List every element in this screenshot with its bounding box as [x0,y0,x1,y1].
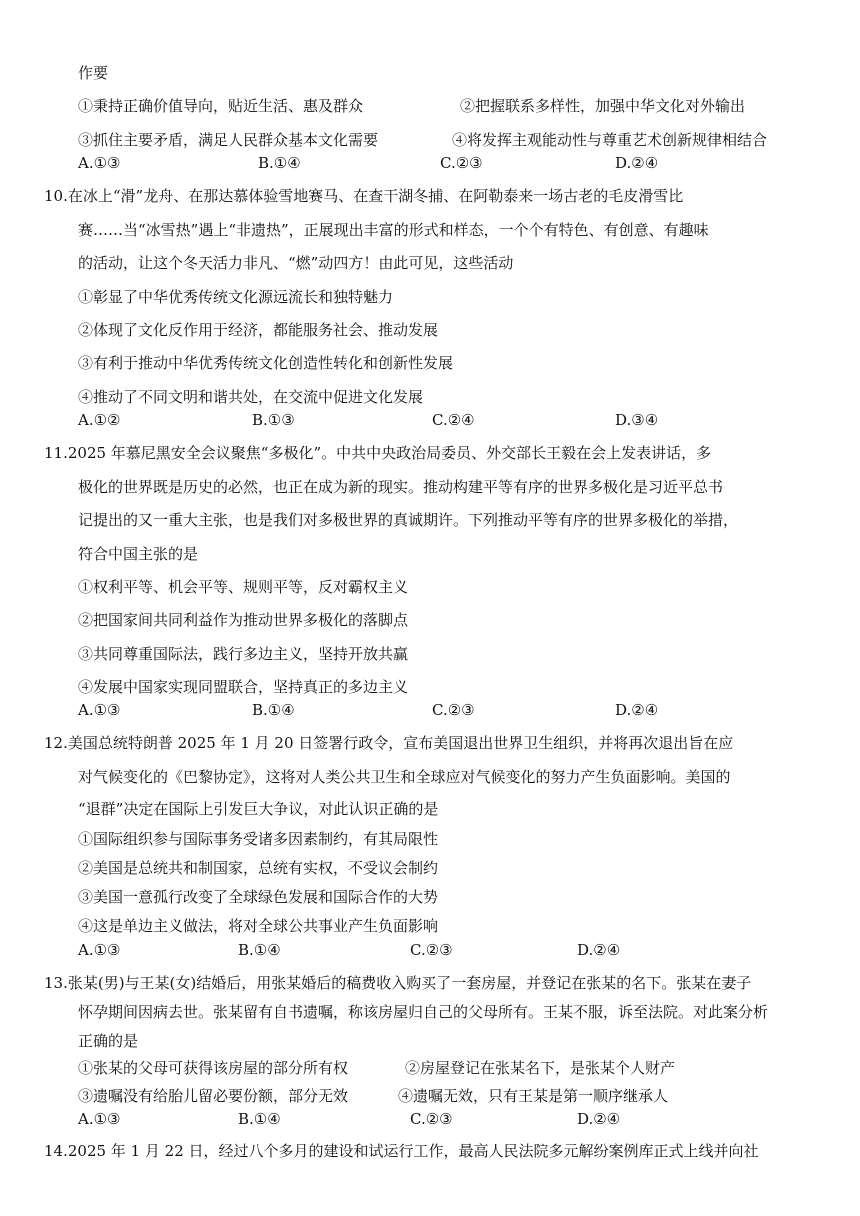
option-d: D.②④ [615,701,659,719]
choice-item-3: ③共同尊重国际法，践行多边主义，坚持开放共赢 [78,645,409,663]
choice-item-2: ②把握联系多样性，加强中华文化对外输出 [460,97,746,115]
choice-item-3: ③抓住主要矛盾，满足人民群众基本文化需要 [78,131,379,149]
option-b: B.①④ [238,1110,281,1128]
option-b: B.①④ [258,154,301,172]
question-stem-line: “退群”决定在国际上引发巨大争议，对此认识正确的是 [78,800,439,818]
question-stem-line: 记提出的又一重大主张，也是我们对多极世界的真诚期许。下列推动平等有序的世界多极化的举措， [78,511,739,529]
choice-item-2: ②把国家间共同利益作为推动世界多极化的落脚点 [78,611,409,629]
question-stem-line: 10.在冰上“滑”龙舟、在那达慕体验雪地赛马、在查干湖冬捕、在阿勒泰来一场古老的毛皮滑雪比 [44,187,684,205]
choice-item-3: ③遗嘱没有给胎儿留必要份额，部分无效 [78,1087,349,1105]
question-stem-line: 极化的世界既是历史的必然，也正在成为新的现实。推动构建平等有序的世界多极化是习近平总书 [78,478,724,496]
question-stem-line: 怀孕期间因病去世。张某留有自书遗嘱，称该房屋归自己的父母所有。王某不服，诉至法院。对此案分析 [78,1003,769,1021]
question-stem-line: 12.美国总统特朗普 2025 年 1 月 20 日签署行政令，宣布美国退出世界卫生组织，并将再次退出旨在应 [44,734,734,752]
question-stem-line: 11.2025 年慕尼黑安全会议聚焦“多极化”。中共中央政治局委员、外交部长王毅在会上发表讲话，多 [44,444,712,462]
question-stem-line: 赛……当“冰雪热”遇上“非遗热”，正展现出丰富的形式和样态，一个个有特色、有创意、有趣味 [78,221,709,239]
question-stem-line: 的活动，让这个冬天活力非凡、“燃”动四方！由此可见，这些活动 [78,254,514,272]
option-b: B.①④ [252,701,295,719]
choice-item-3: ③有利于推动中华优秀传统文化创造性转化和创新性发展 [78,354,454,372]
choice-item-4: ④推动了不同文明和谐共处，在交流中促进文化发展 [78,388,424,406]
choice-item-4: ④遗嘱无效，只有王某是第一顺序继承人 [398,1087,669,1105]
option-d: D.②④ [577,1110,621,1128]
option-b: B.①③ [252,411,295,429]
option-c: C.②③ [432,701,475,719]
question-stem-line: 对气候变化的《巴黎协定》，这将对人类公共卫生和全球应对气候变化的努力产生负面影响。美国的 [78,768,731,786]
choice-item-3: ③美国一意孤行改变了全球绿色发展和国际合作的大势 [78,888,439,906]
question-stem-tail: 作要 [78,64,109,82]
option-a: A.①② [78,411,121,429]
question-stem-line: 符合中国主张的是 [78,545,199,563]
choice-item-1: ①权利平等、机会平等、规则平等，反对霸权主义 [78,578,409,596]
option-a: A.①③ [78,941,121,959]
option-c: C.②④ [432,411,475,429]
choice-item-4: ④这是单边主义做法，将对全球公共事业产生负面影响 [78,917,439,935]
choice-item-1: ①秉持正确价值导向，贴近生活、惠及群众 [78,97,364,115]
option-b: B.①④ [238,941,281,959]
option-d: D.②④ [615,154,659,172]
option-c: C.②③ [440,154,483,172]
choice-item-1: ①国际组织参与国际事务受诸多因素制约，有其局限性 [78,830,439,848]
option-a: A.①③ [78,701,121,719]
option-d: D.②④ [577,941,621,959]
option-a: A.①③ [78,1110,121,1128]
question-stem-line: 13.张某(男)与王某(女)结婚后，用张某婚后的稿费收入购买了一套房屋，并登记在张某的名下。张某在妻子 [44,974,752,992]
choice-item-2: ②美国是总统共和制国家，总统有实权，不受议会制约 [78,859,439,877]
choice-item-4: ④将发挥主观能动性与尊重艺术创新规律相结合 [452,131,768,149]
choice-item-4: ④发展中国家实现同盟联合，坚持真正的多边主义 [78,678,409,696]
option-a: A.①③ [78,154,121,172]
choice-item-1: ①张某的父母可获得该房屋的部分所有权 [78,1059,349,1077]
option-c: C.②③ [410,1110,453,1128]
choice-item-1: ①彰显了中华优秀传统文化源远流长和独特魅力 [78,288,394,306]
option-d: D.③④ [615,411,659,429]
question-stem-line: 正确的是 [78,1032,139,1050]
choice-item-2: ②体现了文化反作用于经济，都能服务社会、推动发展 [78,321,439,339]
question-stem-line: 14.2025 年 1 月 22 日，经过八个多月的建设和试运行工作，最高人民法院多元解纷案例库正式上线并向社 [44,1142,759,1160]
choice-item-2: ②房屋登记在张某名下，是张某个人财产 [405,1059,676,1077]
option-c: C.②③ [410,941,453,959]
